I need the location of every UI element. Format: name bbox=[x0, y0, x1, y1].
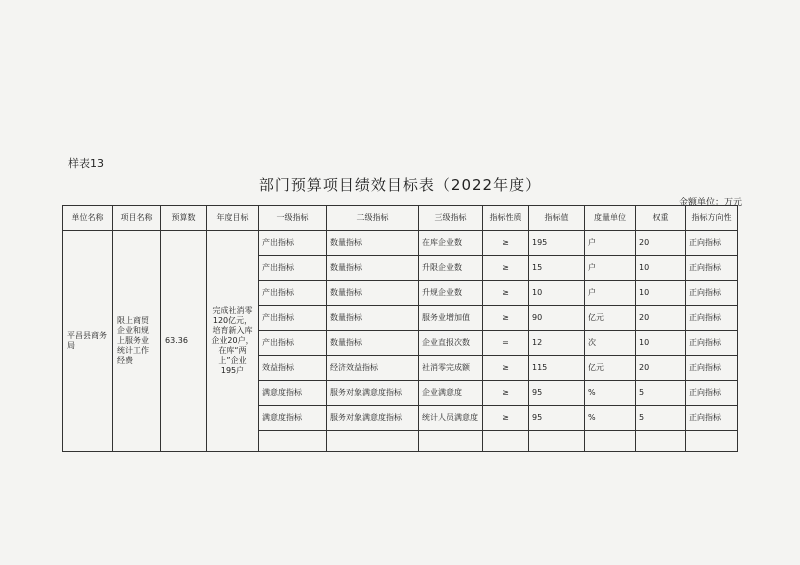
header-budget: 预算数 bbox=[161, 206, 207, 231]
nature-cell: = bbox=[483, 331, 529, 356]
level1-cell: 产出指标 bbox=[259, 231, 327, 256]
direction-cell: 正向指标 bbox=[686, 231, 738, 256]
level3-cell: 企业满意度 bbox=[419, 381, 483, 406]
direction-cell: 正向指标 bbox=[686, 256, 738, 281]
header-weight: 权重 bbox=[636, 206, 686, 231]
value-cell: 90 bbox=[529, 306, 585, 331]
unit-cell: 户 bbox=[585, 281, 636, 306]
value-cell: 195 bbox=[529, 231, 585, 256]
level1-cell: 满意度指标 bbox=[259, 406, 327, 431]
nature-cell: ≥ bbox=[483, 306, 529, 331]
unit-name-cell: 平昌县商务局 bbox=[63, 231, 113, 452]
level2-cell: 数量指标 bbox=[327, 281, 419, 306]
header-project-name: 项目名称 bbox=[113, 206, 161, 231]
document-title: 部门预算项目绩效目标表（2022年度） bbox=[258, 176, 542, 194]
table-header-row bbox=[63, 206, 738, 231]
weight-cell: 10 bbox=[636, 256, 686, 281]
level3-cell: 社消零完成额 bbox=[419, 356, 483, 381]
weight-cell: 10 bbox=[636, 331, 686, 356]
level1-cell: 产出指标 bbox=[259, 331, 327, 356]
header-annual-goal: 年度目标 bbox=[207, 206, 259, 231]
level1-cell: 产出指标 bbox=[259, 281, 327, 306]
sample-label: 样表13 bbox=[68, 157, 104, 170]
level1-cell: 效益指标 bbox=[259, 356, 327, 381]
level1-cell: 产出指标 bbox=[259, 306, 327, 331]
header-value: 指标值 bbox=[529, 206, 585, 231]
empty-cell bbox=[419, 431, 483, 452]
empty-cell bbox=[259, 431, 327, 452]
level1-cell: 产出指标 bbox=[259, 256, 327, 281]
nature-cell: ≥ bbox=[483, 281, 529, 306]
unit-cell: 亿元 bbox=[585, 306, 636, 331]
empty-cell bbox=[585, 431, 636, 452]
amount-unit-note: 金额单位：万元 bbox=[678, 198, 742, 208]
empty-cell bbox=[327, 431, 419, 452]
level3-cell: 在库企业数 bbox=[419, 231, 483, 256]
value-cell: 12 bbox=[529, 331, 585, 356]
value-cell: 115 bbox=[529, 356, 585, 381]
header-unit-name: 单位名称 bbox=[63, 206, 113, 231]
weight-cell: 5 bbox=[636, 406, 686, 431]
direction-cell: 正向指标 bbox=[686, 306, 738, 331]
nature-cell: ≥ bbox=[483, 231, 529, 256]
empty-cell bbox=[529, 431, 585, 452]
header-level2: 二级指标 bbox=[327, 206, 419, 231]
table-row bbox=[63, 231, 738, 256]
direction-cell: 正向指标 bbox=[686, 356, 738, 381]
level2-cell: 数量指标 bbox=[327, 331, 419, 356]
level2-cell: 服务对象满意度指标 bbox=[327, 406, 419, 431]
weight-cell: 20 bbox=[636, 356, 686, 381]
unit-cell: % bbox=[585, 381, 636, 406]
level3-cell: 统计人员满意度 bbox=[419, 406, 483, 431]
weight-cell: 20 bbox=[636, 306, 686, 331]
value-cell: 15 bbox=[529, 256, 585, 281]
annual-goal-cell: 完成社消零120亿元，培育新入库企业20户，在库“两上”企业195户 bbox=[207, 231, 259, 452]
weight-cell: 10 bbox=[636, 281, 686, 306]
empty-cell bbox=[686, 431, 738, 452]
empty-cell bbox=[636, 431, 686, 452]
nature-cell: ≥ bbox=[483, 406, 529, 431]
weight-cell: 5 bbox=[636, 381, 686, 406]
header-level1: 一级指标 bbox=[259, 206, 327, 231]
header-level3: 三级指标 bbox=[419, 206, 483, 231]
level2-cell: 服务对象满意度指标 bbox=[327, 381, 419, 406]
project-name-cell: 限上商贸企业和规上服务业统计工作经费 bbox=[113, 231, 161, 452]
unit-cell: 亿元 bbox=[585, 356, 636, 381]
value-cell: 95 bbox=[529, 406, 585, 431]
nature-cell: ≥ bbox=[483, 256, 529, 281]
header-unit: 度量单位 bbox=[585, 206, 636, 231]
unit-cell: 户 bbox=[585, 231, 636, 256]
level3-cell: 升规企业数 bbox=[419, 281, 483, 306]
nature-cell: ≥ bbox=[483, 356, 529, 381]
direction-cell: 正向指标 bbox=[686, 331, 738, 356]
level2-cell: 经济效益指标 bbox=[327, 356, 419, 381]
header-nature: 指标性质 bbox=[483, 206, 529, 231]
nature-cell: ≥ bbox=[483, 381, 529, 406]
performance-target-table bbox=[62, 205, 738, 452]
weight-cell: 20 bbox=[636, 231, 686, 256]
unit-cell: 次 bbox=[585, 331, 636, 356]
direction-cell: 正向指标 bbox=[686, 381, 738, 406]
direction-cell: 正向指标 bbox=[686, 406, 738, 431]
value-cell: 10 bbox=[529, 281, 585, 306]
direction-cell: 正向指标 bbox=[686, 281, 738, 306]
level3-cell: 企业直报次数 bbox=[419, 331, 483, 356]
header-direction: 指标方向性 bbox=[686, 206, 738, 231]
level3-cell: 服务业增加值 bbox=[419, 306, 483, 331]
value-cell: 95 bbox=[529, 381, 585, 406]
level2-cell: 数量指标 bbox=[327, 256, 419, 281]
level3-cell: 升限企业数 bbox=[419, 256, 483, 281]
unit-cell: 户 bbox=[585, 256, 636, 281]
empty-cell bbox=[483, 431, 529, 452]
level2-cell: 数量指标 bbox=[327, 231, 419, 256]
level2-cell: 数量指标 bbox=[327, 306, 419, 331]
budget-cell: 63.36 bbox=[161, 231, 207, 452]
level1-cell: 满意度指标 bbox=[259, 381, 327, 406]
unit-cell: % bbox=[585, 406, 636, 431]
